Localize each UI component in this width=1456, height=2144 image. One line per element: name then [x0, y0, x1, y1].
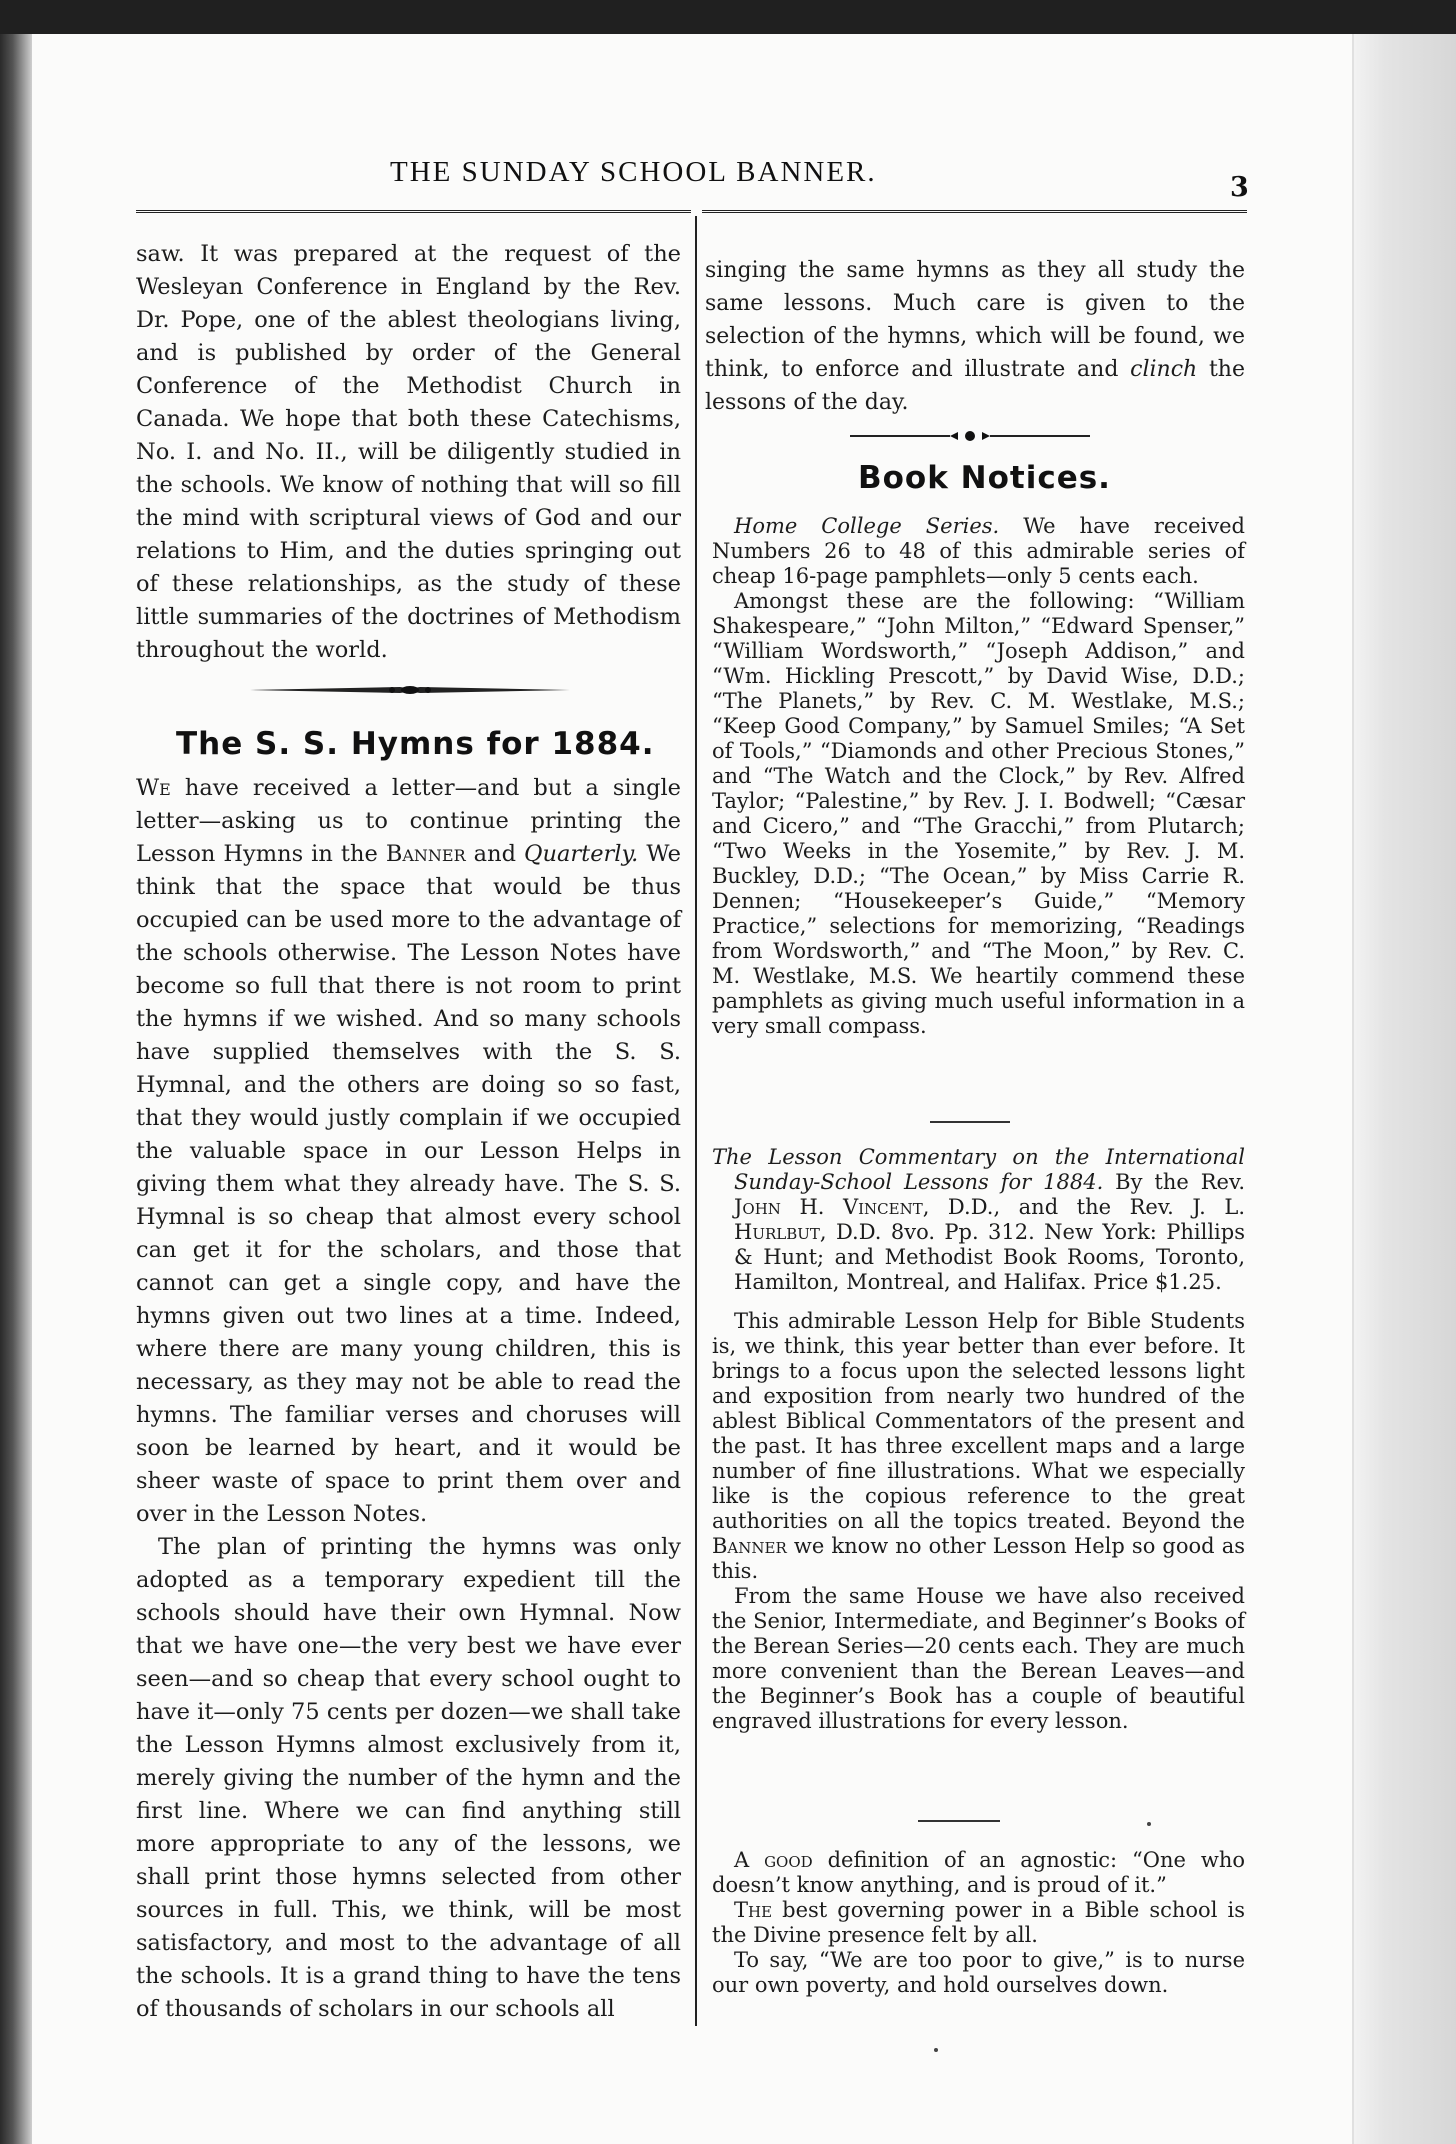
hymns-paragraph-2: The plan of printing the hymns was only adopted as a temporary expedient till the schools should have their own Hymnal. Now that we have one—the very best we have ever seen—and so cheap that every school ought to have it—only 75 cents per dozen—we shall take the Lesson Hymns almost exclusively from it, merely giving the number of the hymn and the first line. Where we can find anything still more appropriate to any of the lessons, we shall print those hymns selected from other sources in full. This, we think, will be most satisfactory, and most to the advantage of all the schools. It is a grand thing to have the tens of thousands of scholars in our schools all [136, 1534, 681, 2022]
section-ornament-left [250, 680, 570, 700]
book-notice-2-review [712, 1309, 1245, 1584]
governing-body: best governing power in a Bible school is the Divine presence felt by all. [712, 1898, 1245, 1947]
book-notice-2-mid: , D.D., and the Rev. J. L. [922, 1195, 1245, 1219]
book-notice-1-title: Home College Series. [734, 514, 1000, 538]
hymns-text-a: have received a letter—and but a single letter—asking us to continue printing the Lesson Hymns in the [136, 775, 681, 867]
governing-lead: The [734, 1898, 773, 1922]
section-ornament-right [850, 428, 1090, 444]
hymns-banner-word: Banner [385, 841, 466, 867]
header-rule-right [702, 210, 1247, 213]
book-notice-2-hurlbut: Hurlbut [734, 1220, 820, 1244]
hymns-text-b: We think that the space that would be thus occupied can be used more to the advantage of the schools otherwise. The Lesson Notes have become so full that there is not room to print the hymns if we wished. And so many schools have supplied themselves with the S. S. Hymnal, and the others are doing so so fast, that they would justly complain if we occupied the valuable space in our Lesson Helps in giving them what they already have. The S. S. Hymnal is so cheap that almost every school can get it for the scholars, and those that cannot can get a single copy, and have the hymns given out two lines at a time. Indeed, where there are many young children, this is necessary, as they may not be able to read the hymns. The familiar verses and choruses will soon be learned by heart, and it would be sheer waste of space to print them over and over in the Lesson Notes. [136, 841, 681, 1527]
hymns-paragraph-1 [136, 772, 681, 1531]
print-speck [1147, 1822, 1151, 1826]
hymns-heading: The S. S. Hymns for 1884. [176, 726, 655, 762]
left-hymns-article [136, 772, 681, 2026]
book-notice-2-banner: Banner [712, 1534, 787, 1558]
book-notice-2-berean: From the same House we have also received the Senior, Intermediate, and Beginner’s Books of the Berean Series—20 cents each. They are much more convenient than the Berean Leaves—and the Beginner’s Book has a couple of beautiful engraved illustrations for every lesson. [712, 1584, 1245, 1733]
book-notice-1-list: Amongst these are the following: “William Shakespeare,” “John Milton,” “Edward Spenser,” “William Wordsworth,” “Joseph Addison,” and “Wm. Hickling Prescott,” by David Wise, D.D.; “The Planets,” by Rev. C. M. Westlake, M.S.; “Keep Good Company,” by Samuel Smiles; “A Set of Tools,” “Diamonds and other Precious Stones,” and “The Watch and the Clock,” by Rev. Alfred Taylor; “Palestine,” by Rev. J. I. Bodwell; “Cæsar and Cicero,” and “The Gracchi,” from Plutarch; “Two Weeks in the Yosemite,” by Rev. J. M. Buckley, D.D.; “The Ocean,” by Miss Carrie R. Dennen; “Housekeeper’s Guide,” “Memory Practice,” selections for memorizing, “Readings from Wordsworth,” and “The Moon,” by Rev. C. M. Westlake, M.S. We heartily commend these pamphlets as giving much useful information in a very small compass. [712, 589, 1245, 1038]
continuation-text-b: the lessons of the day. [705, 357, 1245, 415]
scan-right-edge [1352, 34, 1456, 2144]
hymns-lead-word: We [136, 775, 171, 801]
book-notice-2-rest: , D.D. 8vo. Pp. 312. New York: Phillips & Hunt; and Methodist Book Rooms, Toronto, Hamilton, Montreal, and Halifax. Price $1.25. [734, 1220, 1245, 1294]
book-notice-2 [712, 1145, 1245, 1734]
column-divider [695, 216, 697, 2026]
book-notice-2-by: By the Rev. [1103, 1170, 1245, 1194]
hymns-quarterly-word: Quarterly. [524, 841, 639, 867]
continuation-text-a: singing the same hymns as they all study the same lessons. Much care is given to the selection of the hymns, which will be found, we think, to enforce and illustrate and [705, 258, 1245, 382]
book-notice-1-intro [712, 514, 1245, 589]
running-head: THE SUNDAY SCHOOL BANNER. [390, 156, 877, 188]
book-notice-1 [712, 514, 1245, 1039]
agnostic-definition [712, 1848, 1245, 1898]
book-notice-2-citation [712, 1145, 1245, 1295]
scan-top-band [0, 0, 1456, 34]
book-notice-2-title: The Lesson Commentary on the International Sunday-School Lessons for 1884. [712, 1145, 1245, 1194]
book-notice-2-review-b: we know no other Lesson Help so good as this. [712, 1534, 1245, 1583]
book-notice-2-vincent: John H. Vincent [734, 1195, 923, 1219]
print-speck-bottom [934, 2048, 938, 2052]
miscellany [712, 1848, 1245, 1998]
divider-rule-2 [918, 1820, 1000, 1822]
right-continuation [705, 254, 1245, 419]
hymns-text-and: and [465, 841, 525, 867]
page-number: 3 [1230, 172, 1249, 203]
agnostic-lead: A good [734, 1848, 813, 1872]
continuation-paragraph [705, 254, 1245, 419]
book-notices-heading: Book Notices. [858, 460, 1111, 496]
book-notice-2-review-a: This admirable Lesson Help for Bible Students is, we think, this year better than ever before. It brings to a focus upon the selected lessons light and exposition from nearly two hundred of the ablest Biblical Commentators of the present and the past. It has three excellent maps and a large number of fine illustrations. What we especially like is the copious reference to the great authorities on all the topics treated. Beyond the [712, 1309, 1245, 1533]
divider-rule-1 [930, 1121, 1010, 1123]
intro-paragraph: saw. It was prepared at the request of the Wesleyan Conference in England by the Rev. Dr. Pope, one of the ablest theologians living, and is published by order of the General Conference of the Methodist Church in Canada. We hope that both these Catechisms, No. I. and No. II., will be diligently studied in the schools. We know of nothing that will so fill the mind with scriptural views of God and our relations to Him, and the duties springing out of these relationships, as the study of these little summaries of the doctrines of Methodism throughout the world. [136, 241, 681, 663]
agnostic-body: definition of an agnostic: “One who doesn’t know anything, and is proud of it.” [712, 1848, 1245, 1897]
too-poor-to-give: To say, “We are too poor to give,” is to nurse our own poverty, and hold ourselves down. [712, 1948, 1245, 1997]
left-intro [136, 238, 681, 667]
header-rule-left [136, 210, 691, 213]
continuation-clinch: clinch [1130, 357, 1198, 382]
book-notice-1-body: We have received Numbers 26 to 48 of this admirable series of cheap 16-page pamphlets—only 5 cents each. [712, 514, 1245, 588]
governing-power [712, 1898, 1245, 1948]
scan-left-edge [0, 34, 32, 2144]
